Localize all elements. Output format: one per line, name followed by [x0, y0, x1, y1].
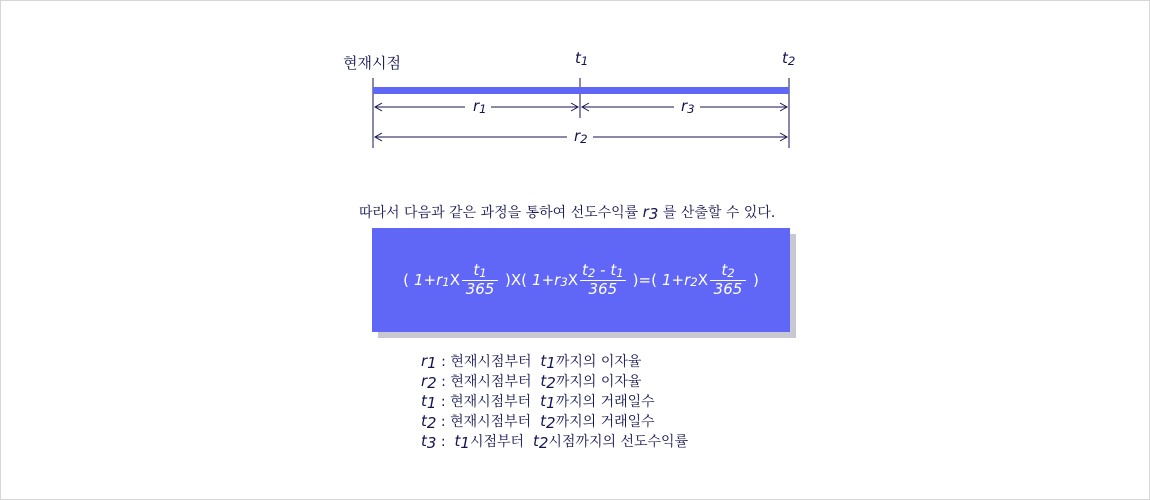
label-t2-sub: 2: [787, 53, 796, 68]
legend-row-5-sub2: 1: [460, 434, 470, 453]
legend-row: [421, 392, 688, 412]
variable-legend: [421, 352, 688, 452]
fraction-2-num-a: t: [582, 261, 588, 279]
label-t1: [575, 49, 588, 67]
label-r2: [574, 127, 588, 145]
one-1: 1: [414, 271, 424, 289]
label-t1-sym: t: [575, 49, 581, 67]
legend-row-1-sym2: t: [540, 352, 547, 370]
fraction-1-den: 365: [465, 280, 495, 298]
label-present: 현재시점: [343, 54, 401, 72]
r1-sym: r: [436, 271, 443, 289]
plus-1: +: [423, 271, 437, 289]
one-2: 1: [532, 271, 542, 289]
times-1: X: [449, 271, 461, 289]
legend-row: [421, 432, 688, 452]
r2-sub: 2: [690, 274, 698, 289]
label-t2-sym: t: [782, 49, 788, 67]
fraction-3-den: 365: [713, 280, 743, 298]
legend-row-5-sym2: t: [454, 432, 461, 450]
fraction-2-num-b: t: [610, 261, 617, 279]
legend-row-3-sym2: t: [540, 392, 547, 410]
paren-close-1: ): [505, 271, 511, 289]
paren-close-3: ): [752, 271, 759, 289]
r3-sub: 3: [560, 274, 568, 289]
label-r1: [473, 97, 487, 115]
equals-sign: =: [638, 271, 652, 289]
legend-row-5-text2: 시점부터: [469, 434, 525, 450]
times-2: X: [567, 271, 579, 289]
legend-row-2-text2: 까지의 이자율: [555, 374, 642, 390]
fraction-3-num: t: [721, 261, 728, 279]
paren-close-2: ): [632, 271, 639, 289]
plus-2: +: [541, 271, 555, 289]
legend-row: [421, 352, 688, 372]
legend-row-1-text2: 까지의 이자율: [555, 354, 642, 370]
label-r2-sub: 2: [580, 131, 588, 146]
legend-row-2-sym: r: [421, 372, 428, 390]
legend-row-4-sym: t: [421, 412, 427, 430]
paren-open-3: (: [651, 271, 657, 289]
legend-row-4-text1: 현재시점부터: [450, 414, 532, 430]
legend-row-3-sub2: 1: [546, 394, 556, 413]
r3-sym: r: [554, 271, 561, 289]
fraction-3-num-sub: 2: [727, 265, 735, 280]
legend-row-3-sym: t: [421, 392, 427, 410]
legend-row-2-sym2: t: [540, 372, 547, 390]
legend-row-2-sub2: 2: [546, 374, 556, 393]
fraction-2-num-b-sub: 1: [616, 265, 624, 280]
timeline-bar: [373, 87, 789, 94]
label-r1-sym: r: [473, 97, 480, 115]
label-r3-sub: 3: [687, 101, 695, 116]
fraction-2-den: 365: [588, 280, 618, 298]
intro-sentence-sym: r: [642, 203, 649, 221]
fraction-2-minus: -: [600, 261, 606, 279]
paren-open-1: (: [403, 271, 409, 289]
label-r2-sym: r: [574, 127, 581, 145]
one-3: 1: [661, 271, 672, 289]
label-t2: [782, 49, 795, 67]
legend-row-3-text1: 현재시점부터: [450, 394, 532, 410]
fraction-1-num-sub: 1: [479, 265, 487, 280]
plus-3: +: [671, 271, 685, 289]
legend-row-4-sep: :: [440, 414, 446, 430]
fraction-2-num-a-sub: 2: [587, 265, 596, 280]
paren-open-2: (: [521, 271, 528, 289]
times-main: X: [510, 271, 522, 289]
r2-sym: r: [684, 271, 691, 289]
r1-sub: 1: [442, 274, 450, 289]
formula-expression: [372, 228, 790, 332]
fraction-1-num: t: [473, 261, 480, 279]
times-3: X: [697, 271, 708, 289]
legend-row-3-text2: 까지의 거래일수: [555, 394, 655, 410]
legend-row-5-sep: :: [440, 434, 446, 450]
legend-row-4-sub2: 2: [546, 414, 556, 433]
legend-row-5-text3: 시점까지의 선도수익률: [548, 434, 689, 450]
legend-row-4-text2: 까지의 거래일수: [555, 414, 655, 430]
legend-row-5-sym3: t: [532, 432, 539, 450]
label-r1-sub: 1: [479, 101, 487, 116]
formula-box: [372, 228, 790, 332]
fraction-2: [580, 263, 626, 297]
intro-sentence-sub: 3: [648, 205, 659, 224]
label-r3-sym: r: [681, 97, 688, 115]
legend-row: [421, 372, 688, 392]
legend-row: [421, 412, 688, 432]
legend-row-5-sym: t: [421, 432, 427, 450]
legend-row-5-sub: 3: [426, 434, 437, 453]
intro-sentence: [359, 202, 775, 222]
label-r3: [681, 97, 695, 115]
legend-row-5-sub3: 2: [538, 434, 549, 453]
legend-row-4-sym2: t: [540, 412, 547, 430]
fraction-3: [710, 263, 746, 297]
label-t1-sub: 1: [580, 53, 589, 68]
legend-row-4-sub: 2: [426, 414, 437, 433]
legend-row-1-sep: :: [441, 354, 446, 370]
legend-row-1-sub2: 1: [546, 354, 556, 373]
legend-row-2-sep: :: [441, 374, 446, 390]
intro-sentence-after: 를 산출할 수 있다.: [662, 205, 776, 221]
legend-row-1-text1: 현재시점부터: [450, 354, 532, 370]
legend-row-3-sub: 1: [426, 394, 437, 413]
fraction-1: [462, 263, 498, 297]
legend-row-2-text1: 현재시점부터: [450, 374, 532, 390]
legend-row-3-sep: :: [440, 394, 446, 410]
legend-row-2-sub: 2: [427, 374, 437, 393]
legend-row-1-sym: r: [421, 352, 428, 370]
legend-row-1-sub: 1: [427, 354, 437, 373]
intro-sentence-before: 따라서 다음과 같은 과정을 통하여 선도수익률: [359, 205, 639, 221]
